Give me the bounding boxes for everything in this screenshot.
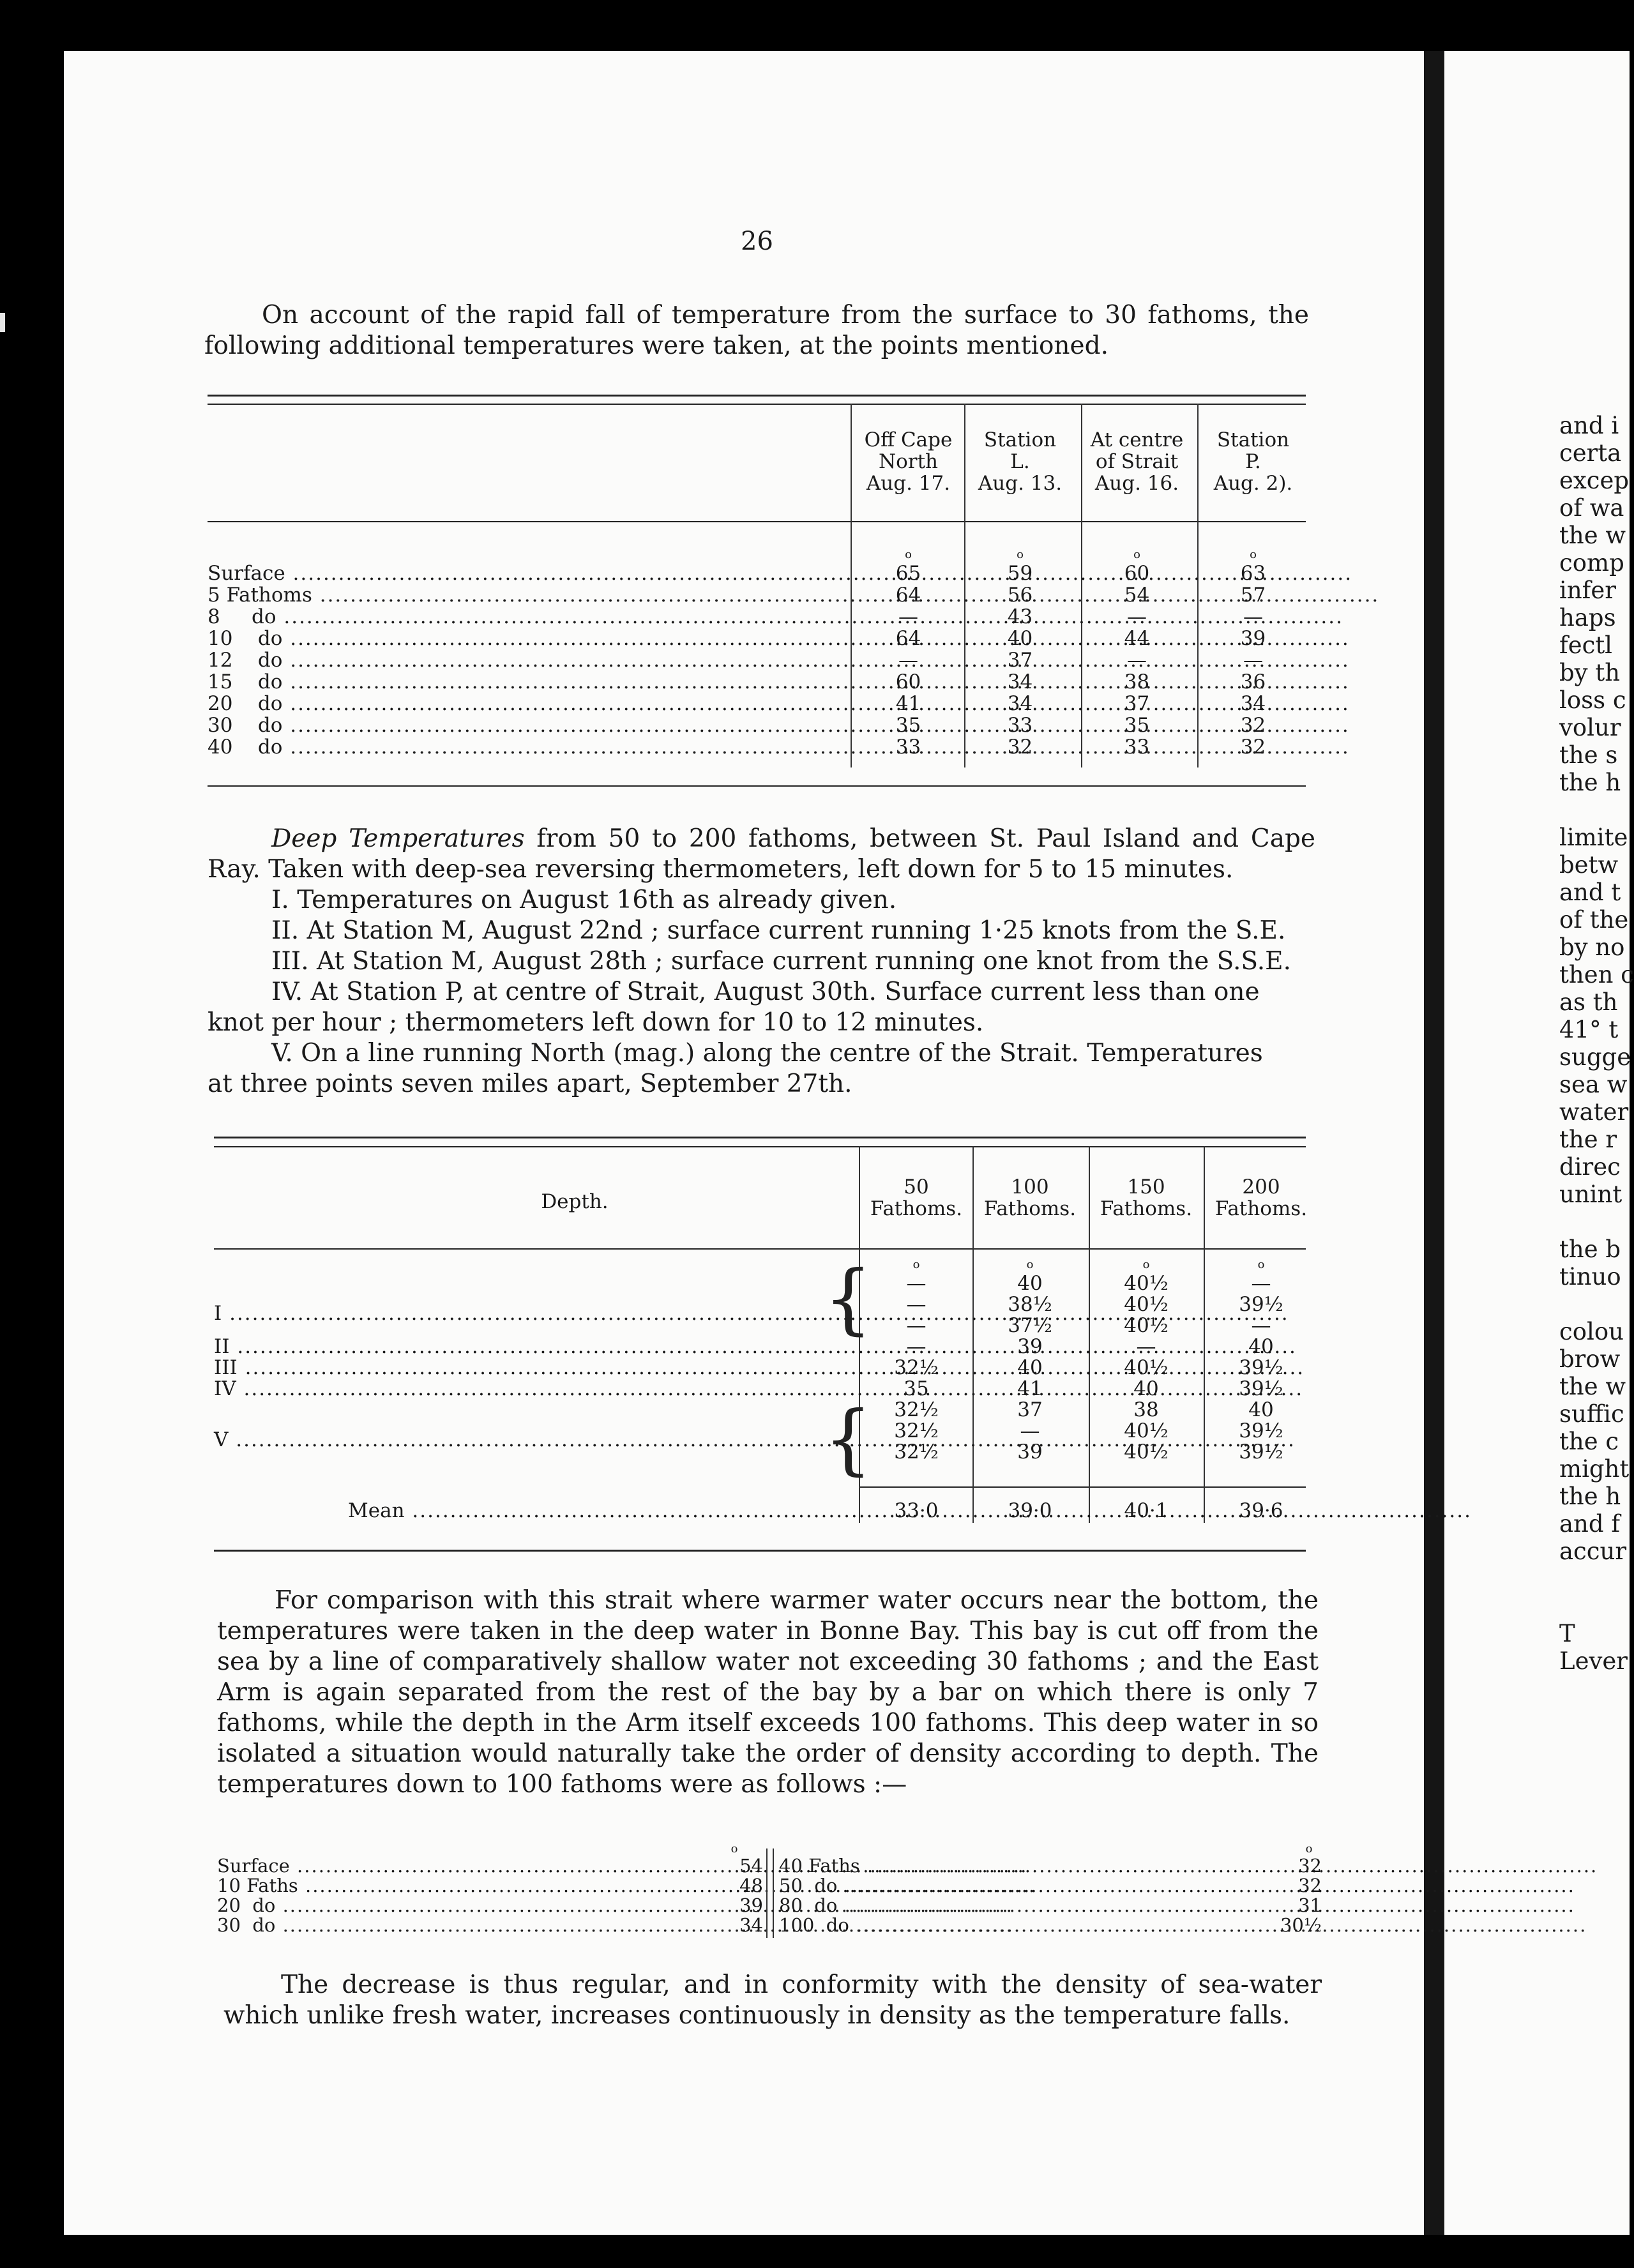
degree-mark: o (1142, 1258, 1150, 1271)
list-item: II. At Station M, August 22nd ; surface current running 1·25 knots from the S.E. (271, 916, 1286, 945)
table2-row-label: IV ..... (214, 1377, 852, 1400)
degree-mark: o (912, 1258, 920, 1271)
facing-page-line: as th (1559, 988, 1618, 1016)
table2-cell: — (906, 1293, 927, 1316)
table1-cell: 36 (1240, 670, 1266, 693)
header-line: L. (1010, 450, 1030, 473)
facing-page-text (1559, 412, 1634, 1675)
table2-cell: — (1251, 1272, 1271, 1295)
facing-page-line: the w (1559, 522, 1626, 549)
bonne-right-value: 32 (1298, 1875, 1322, 1896)
facing-page-line: limite (1559, 824, 1628, 851)
table2-mean-value: 33·0 (894, 1499, 939, 1522)
degree-mark: o (1305, 1842, 1313, 1856)
list-item: III. At Station M, August 28th ; surface current running one knot from the S.S.E. (271, 947, 1292, 976)
table1-row-label: 30 do ..... (208, 714, 846, 737)
degree-mark: o (905, 548, 912, 561)
table2-header-rule (214, 1248, 1306, 1250)
bonne-right-value: 32 (1298, 1855, 1322, 1877)
table1-cell: 40 (1007, 627, 1033, 650)
facing-page-line: the c (1559, 1428, 1619, 1455)
facing-page-line: volur (1559, 714, 1621, 741)
table1-row-label: Surface ..... (208, 562, 846, 585)
facing-page-line: the h (1559, 1483, 1621, 1510)
facing-page-line: infer (1559, 577, 1616, 604)
table2-cell: — (906, 1314, 927, 1337)
header-line: Aug. 2). (1213, 472, 1293, 495)
bonne-left-label: 30 do ..... (217, 1914, 715, 1936)
bonne-left-value: 54 (739, 1855, 763, 1877)
facing-page-line: the b (1559, 1236, 1621, 1263)
facing-page-line: by no (1559, 934, 1625, 961)
degree-mark: o (1133, 548, 1140, 561)
facing-page-line: 41° t (1559, 1016, 1619, 1043)
table1-top-rule-2 (208, 404, 1306, 405)
table1-cell: 35 (895, 714, 921, 737)
table1-cell: — (898, 605, 918, 628)
table1-cell: 63 (1240, 562, 1266, 585)
table1-cell: 38 (1124, 670, 1150, 693)
table2-cell: — (1251, 1314, 1271, 1337)
facing-page-line: unint (1559, 1181, 1623, 1208)
facing-page-line: tinuo (1559, 1263, 1621, 1290)
table2-cell: — (906, 1272, 927, 1295)
table2-cell: — (1020, 1419, 1040, 1442)
facing-page-line: excep (1559, 467, 1630, 494)
bonne-bay-paragraph: For comparison with this strait where warmer water occurs near the bottom, the temperatures were taken in the deep water in Bonne Bay. This bay is cut off from the sea by a line of comparatively shallow water not exceeding 30 fathoms ; and the East Arm is again separated from the rest of the bay by a bar on which there is only 7 fathoms, while the depth in the Arm itself exceeds 100 fathoms. This deep water in so isolated a situation would naturally take the order of density according to depth. The temperatures down to 100 fathoms were as follows :— (217, 1586, 1319, 1799)
facing-page-line: Lever (1559, 1647, 1628, 1675)
facing-page-line: colou (1559, 1318, 1624, 1345)
table2-cell: 39 (1017, 1335, 1043, 1358)
table2-column-header (976, 1176, 1084, 1220)
table1-column-header (856, 429, 961, 494)
facing-page-line: the r (1559, 1126, 1617, 1153)
table2-column-header (1207, 1176, 1315, 1220)
table1-cell: — (1243, 649, 1263, 672)
table2-cell: 37½ (1008, 1314, 1052, 1337)
facing-page-line: brow (1559, 1345, 1621, 1373)
bonne-left-value: 34 (739, 1914, 763, 1936)
table1-cell: 32 (1240, 736, 1266, 759)
brace-group-v: { (824, 1395, 873, 1484)
facing-page-line (1559, 796, 1634, 824)
facing-page-line: betw (1559, 851, 1619, 879)
table2-cell: 35 (904, 1377, 929, 1400)
table2-cell: 39½ (1239, 1440, 1283, 1463)
facing-page-line: the h (1559, 769, 1621, 796)
header-line: of Strait (1095, 450, 1179, 473)
table1-cell: 41 (895, 692, 921, 715)
facing-page-line: and t (1559, 879, 1621, 906)
bonne-left-value: 39 (739, 1894, 763, 1916)
table1-column-header (967, 429, 1073, 494)
table1-cell: 33 (1007, 714, 1033, 737)
header-line: At centre (1090, 428, 1184, 451)
table2-cell: 32½ (894, 1356, 939, 1379)
bonne-right-label: 100 do ..... (779, 1914, 1277, 1936)
table1-cell: 44 (1124, 627, 1150, 650)
table2-cell: 38½ (1008, 1293, 1052, 1316)
intro-paragraph: On account of the rapid fall of temperature from the surface to 30 fathoms, the following additional temperatures were taken, at the points mentioned. (204, 301, 1309, 360)
table2-bottom-rule (214, 1550, 1306, 1552)
table1-column-header (1200, 429, 1306, 494)
facing-page-line: loss c (1559, 686, 1626, 714)
facing-page-line (1559, 1290, 1634, 1318)
degree-mark: o (730, 1842, 738, 1856)
facing-page-line (1559, 1208, 1634, 1236)
table1-cell: 32 (1240, 714, 1266, 737)
bonne-left-label: 20 do ..... (217, 1894, 715, 1916)
degree-mark: o (1026, 1258, 1034, 1271)
table2-mean-value: 39·6 (1239, 1499, 1283, 1522)
table2-cell: 40 (1017, 1272, 1043, 1295)
header-line: P. (1245, 450, 1261, 473)
table2-cell: 37 (1017, 1398, 1043, 1421)
table1-cell: 33 (895, 736, 921, 759)
table1-header-rule (208, 521, 1306, 522)
bonne-divider (773, 1848, 774, 1938)
table1-row-label: 8 do ..... (208, 605, 846, 628)
facing-page-line: sea w (1559, 1071, 1628, 1098)
header-line: 200 (1242, 1176, 1280, 1198)
table2-cell: 41 (1017, 1377, 1043, 1400)
table1-cell: 43 (1007, 605, 1033, 628)
bonne-right-label: 40 Faths ..... (779, 1855, 1277, 1877)
facing-page-line: might (1559, 1455, 1630, 1483)
table2-cell: 40 (1248, 1398, 1274, 1421)
header-line: 150 (1127, 1176, 1165, 1198)
header-line: Aug. 17. (866, 472, 951, 495)
page-number: 26 (741, 227, 773, 256)
list-item: I. Temperatures on August 16th as already given. (271, 886, 897, 914)
table2-mean-value: 40·1 (1124, 1499, 1169, 1522)
facing-page-line: T (1559, 1620, 1575, 1647)
table1-cell: — (1127, 605, 1147, 628)
table1-row-label: 20 do ..... (208, 692, 846, 715)
header-line: Station (1216, 428, 1290, 451)
table1-cell: 34 (1240, 692, 1266, 715)
header-line: Fathoms. (870, 1197, 963, 1220)
facing-page-line: direc (1559, 1153, 1621, 1181)
table1-cell: 37 (1007, 649, 1033, 672)
table1-cell: — (1243, 605, 1263, 628)
deep-temperatures-text: from 50 to 200 fathoms, between St. Paul Island and Cape Ray. Taken with deep-sea reversing thermometers, left down for 5 to 15 minutes. (208, 824, 1315, 884)
table2-cell: 32½ (894, 1398, 939, 1421)
table2-cell: — (1136, 1335, 1156, 1358)
bonne-left-label: Surface ..... (217, 1855, 715, 1877)
bonne-divider (766, 1848, 768, 1938)
bonne-right-value: 30½ (1280, 1914, 1322, 1936)
header-line: North (878, 450, 939, 473)
brace-group-i: { (824, 1255, 873, 1343)
table2-row-label: I ..... (214, 1302, 852, 1325)
table2-column-header (862, 1176, 971, 1220)
facing-page-line: water (1559, 1098, 1629, 1126)
table2-cell: 39½ (1239, 1377, 1283, 1400)
table1-cell: 57 (1240, 584, 1266, 607)
table2-cell: 40½ (1124, 1419, 1169, 1442)
table1-cell: 54 (1124, 584, 1150, 607)
table1-cell: 56 (1007, 584, 1033, 607)
table2-cell: 40½ (1124, 1272, 1169, 1295)
header-line: Fathoms. (1100, 1197, 1193, 1220)
table2-row-label: V ..... (214, 1428, 852, 1451)
table2-cell: — (906, 1335, 927, 1358)
facing-page-line: accur (1559, 1538, 1627, 1565)
table2-mean-label: Mean ..... (348, 1499, 852, 1522)
table2-cell: 40½ (1124, 1293, 1169, 1316)
table1-column-header (1084, 429, 1190, 494)
table2-row-label: II ..... (214, 1335, 852, 1358)
table1-cell: 33 (1124, 736, 1150, 759)
facing-page-line (1559, 1565, 1634, 1592)
facing-page-line: haps (1559, 604, 1616, 631)
facing-page-line: by th (1559, 659, 1621, 686)
facing-page-line (1559, 1592, 1634, 1620)
facing-page-line: and f (1559, 1510, 1621, 1538)
bonne-right-label: 50 do ..... (779, 1875, 1277, 1896)
facing-page-line: of wa (1559, 494, 1624, 522)
table1-cell: 32 (1007, 736, 1033, 759)
table2-top-rule-2 (214, 1146, 1306, 1147)
header-line: Fathoms. (1214, 1197, 1308, 1220)
deep-temperatures-heading: Deep Temperatures (271, 824, 525, 853)
table1-row-label: 12 do ..... (208, 649, 846, 672)
table2-divider (1089, 1146, 1090, 1523)
table2-cell: 39½ (1239, 1293, 1283, 1316)
list-item: V. On a line running North (mag.) along the centre of the Strait. Temperatures (271, 1039, 1263, 1068)
table1-cell: 37 (1124, 692, 1150, 715)
list-item: at three points seven miles apart, September 27th. (208, 1070, 852, 1098)
table2-cell: 38 (1133, 1398, 1159, 1421)
table1-cell: — (1127, 649, 1147, 672)
table2-cell: 40 (1248, 1335, 1274, 1358)
facing-page-line: suffic (1559, 1400, 1624, 1428)
degree-mark: o (1017, 548, 1024, 561)
depth-header: Depth. (541, 1190, 609, 1213)
list-item: knot per hour ; thermometers left down for 10 to 12 minutes. (208, 1008, 984, 1037)
table1-row-label: 10 do ..... (208, 627, 846, 650)
table2-cell: 39 (1017, 1440, 1043, 1463)
facing-page-line: fectl (1559, 631, 1613, 659)
header-line: Fathoms. (983, 1197, 1077, 1220)
table1-cell: 64 (895, 627, 921, 650)
table1-cell: 59 (1007, 562, 1033, 585)
facing-page-line: and i (1559, 412, 1619, 439)
table1-cell: 65 (895, 562, 921, 585)
scan-mark (0, 313, 5, 332)
table1-row-label: 40 do ..... (208, 736, 846, 759)
table1-cell: 35 (1124, 714, 1150, 737)
table1-cell: 34 (1007, 670, 1033, 693)
table2-cell: 32½ (894, 1419, 939, 1442)
facing-page-line: of the (1559, 906, 1629, 934)
closing-paragraph: The decrease is thus regular, and in conformity with the density of sea-water which unlike fresh water, increases continuously in density as the temperature falls. (223, 1970, 1322, 2030)
table2-divider (972, 1146, 974, 1523)
bonne-right-value: 31 (1298, 1894, 1322, 1916)
table1-cell: — (898, 649, 918, 672)
table1-cell: 60 (895, 670, 921, 693)
facing-page-line: sugge (1559, 1043, 1631, 1071)
table2-cell: 40 (1017, 1356, 1043, 1379)
deep-temperatures-paragraph (208, 824, 1315, 885)
facing-page-line: certa (1559, 439, 1622, 467)
table2-divider (1204, 1146, 1205, 1523)
table2-mean-value: 39·0 (1008, 1499, 1052, 1522)
table1-row-label: 15 do ..... (208, 670, 846, 693)
bonne-right-label: 80 do ..... (779, 1894, 1277, 1916)
table1-row-label: 5 Fathoms ..... (208, 584, 846, 607)
facing-page-line: comp (1559, 549, 1624, 577)
header-line: 50 (904, 1176, 929, 1198)
deep-list (208, 885, 1315, 1100)
degree-mark: o (1250, 548, 1257, 561)
header-line: Station (983, 428, 1057, 451)
table2-column-header (1092, 1176, 1200, 1220)
facing-page-line: the w (1559, 1373, 1626, 1400)
facing-page-line: then c (1559, 961, 1634, 988)
table2-cell: 40 (1133, 1377, 1159, 1400)
table2-cell: 40½ (1124, 1440, 1169, 1463)
table1-cell: 60 (1124, 562, 1150, 585)
table1-bottom-rule (208, 785, 1306, 787)
bonne-left-value: 48 (739, 1875, 763, 1896)
table2-cell: 39½ (1239, 1356, 1283, 1379)
table2-cell: 40½ (1124, 1356, 1169, 1379)
table2-row-label: III ..... (214, 1356, 852, 1379)
table1-cell: 39 (1240, 627, 1266, 650)
header-line: Aug. 16. (1094, 472, 1179, 495)
bonne-left-label: 10 Faths ..... (217, 1875, 715, 1896)
facing-page-line: the s (1559, 741, 1618, 769)
table2-mean-rule (859, 1486, 1306, 1488)
table1-top-rule (208, 395, 1306, 397)
table2-top-rule (214, 1137, 1306, 1138)
table1-cell: 64 (895, 584, 921, 607)
header-line: 100 (1011, 1176, 1049, 1198)
degree-mark: o (1257, 1258, 1265, 1271)
header-line: Off Cape (864, 428, 953, 451)
table2-cell: 40½ (1124, 1314, 1169, 1337)
table2-cell: 39½ (1239, 1419, 1283, 1442)
header-line: Aug. 13. (978, 472, 1063, 495)
table2-cell: 32½ (894, 1440, 939, 1463)
table1-cell: 34 (1007, 692, 1033, 715)
list-item: IV. At Station P, at centre of Strait, August 30th. Surface current less than one (271, 978, 1260, 1006)
